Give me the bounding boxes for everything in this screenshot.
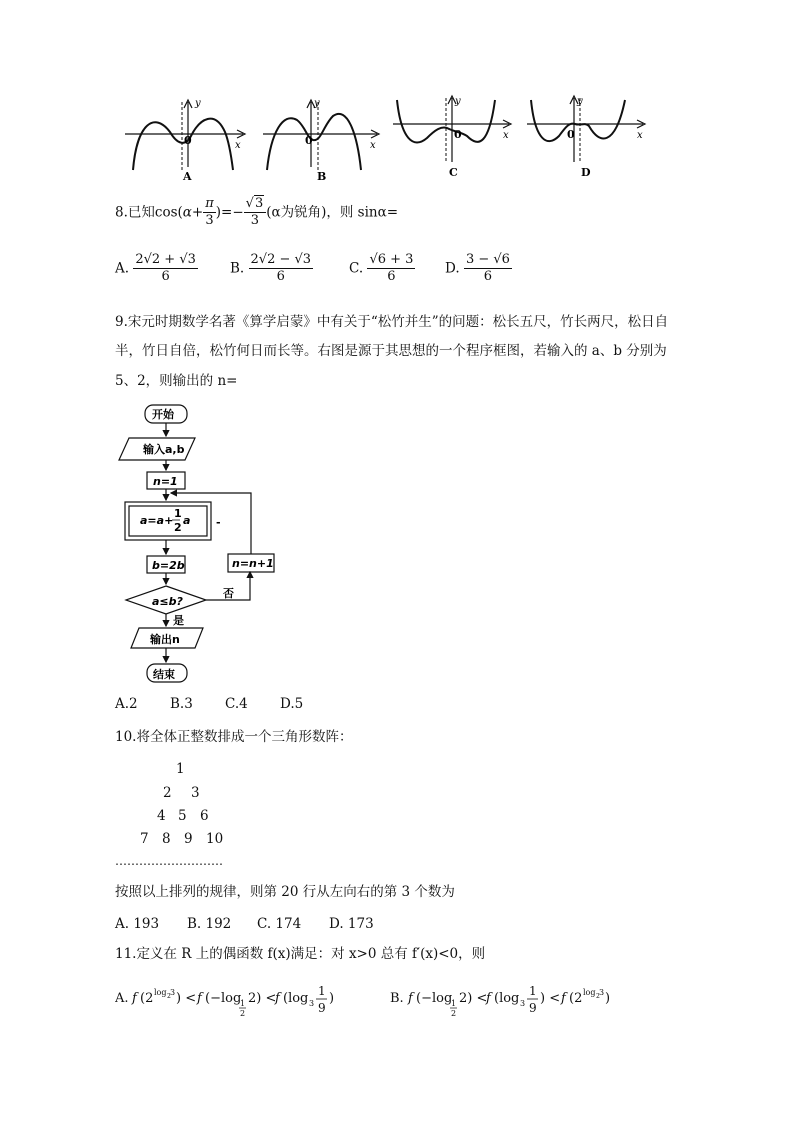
graph-a-y: y xyxy=(195,98,201,109)
svg-text:2: 2 xyxy=(240,1009,246,1018)
svg-text:1: 1 xyxy=(529,985,537,998)
graph-d-label: D xyxy=(581,166,591,179)
svg-text:2: 2 xyxy=(167,993,171,1000)
graph-c-x: x xyxy=(503,130,509,141)
tri-cell: 2 xyxy=(163,785,172,801)
tri-cell: 7 xyxy=(140,831,149,847)
q9-line2: 半，竹日自倍，松竹何日而长等。右图是源于其思想的一个程序框图，若输入的 a、b 分别为 xyxy=(115,343,667,359)
tri-cell: 8 xyxy=(162,831,171,847)
flow-half-den: 2 xyxy=(174,521,182,534)
svg-text:2) <: 2) < xyxy=(248,991,277,1006)
graph-c-label: C xyxy=(449,166,458,179)
flow-stray-mark: - xyxy=(216,516,221,529)
flow-step-a-tail: a xyxy=(183,514,191,527)
q8-option-b[interactable]: B. $\frac{2√2 - √3}{6}$ xyxy=(230,252,312,284)
q11-option-b[interactable] xyxy=(390,985,650,1025)
graph-c-origin: 0 xyxy=(454,128,462,141)
svg-text:(log: (log xyxy=(283,991,309,1006)
flow-cond: a≤b? xyxy=(152,595,183,608)
svg-text:f: f xyxy=(197,991,202,1006)
tri-cell: 4 xyxy=(157,808,166,824)
tri-cell: 3 xyxy=(191,785,200,801)
flow-half-num: 1 xyxy=(174,507,182,520)
flow-start: 开始 xyxy=(152,408,174,421)
graph-c xyxy=(393,96,511,162)
q8-option-a[interactable]: A. $\frac{2√2 + √3}{6}$ xyxy=(115,252,196,284)
graph-b-origin: 0 xyxy=(305,134,313,147)
svg-text:(2: (2 xyxy=(140,991,154,1006)
svg-text:f: f xyxy=(408,991,413,1006)
svg-text:f: f xyxy=(561,991,566,1006)
svg-text:3: 3 xyxy=(170,988,176,997)
svg-text:(2: (2 xyxy=(569,991,583,1006)
q8-eq: )=− xyxy=(215,204,244,221)
q8-stem xyxy=(115,196,398,236)
q8-sqrt3-over-3: $\frac{√3}{3}$ xyxy=(244,196,267,229)
q10-option-a[interactable]: A. 193 xyxy=(115,916,160,932)
graph-d xyxy=(527,96,645,162)
svg-text:f: f xyxy=(275,991,280,1006)
svg-text:3: 3 xyxy=(520,999,526,1008)
q11-option-a[interactable] xyxy=(115,985,365,1025)
q9-option-d[interactable]: D.5 xyxy=(280,696,304,712)
svg-text:2) <: 2) < xyxy=(459,991,488,1006)
flowchart xyxy=(115,400,295,690)
q8-pi-over-3: $\frac{\pi}{3}$ xyxy=(205,196,214,228)
graph-a-origin: 0 xyxy=(184,134,192,147)
svg-text:log: log xyxy=(583,988,596,997)
graph-b-y: y xyxy=(314,98,320,109)
q11-option-b-formula xyxy=(390,985,650,1025)
tri-cell: 6 xyxy=(200,808,209,824)
svg-text:): ) xyxy=(329,991,335,1006)
q10-option-c[interactable]: C. 174 xyxy=(257,916,302,932)
flow-no: 否 xyxy=(223,587,234,600)
graph-a-label: A xyxy=(183,170,192,183)
flow-step-b: b=2b xyxy=(152,559,185,572)
svg-text:(−log: (−log xyxy=(416,991,453,1006)
q9-option-c[interactable]: C.4 xyxy=(225,696,248,712)
svg-text:2: 2 xyxy=(596,993,600,1000)
svg-text:1: 1 xyxy=(451,999,457,1008)
graph-b-label: B xyxy=(317,170,327,183)
flow-incr: n=n+1 xyxy=(232,557,274,570)
graph-b-x: x xyxy=(370,140,376,151)
q10-dots: ……………………… xyxy=(115,854,223,868)
flow-input: 输入a,b xyxy=(143,443,185,456)
q9-line1: 9.宋元时期数学名著《算学启蒙》中有关于“松竹并生”的问题：松长五尺，竹长两尺，松日自 xyxy=(115,314,669,330)
svg-text:f: f xyxy=(132,991,137,1006)
q8-note: (α为锐角)，则 sinα= xyxy=(266,204,399,221)
q9-option-a[interactable]: A.2 xyxy=(115,696,138,712)
svg-text:9: 9 xyxy=(529,1001,537,1015)
svg-text:) <: ) < xyxy=(176,991,197,1006)
svg-text:1: 1 xyxy=(240,999,246,1008)
flow-init: n=1 xyxy=(153,475,178,488)
svg-text:(−log: (−log xyxy=(205,991,242,1006)
svg-text:log: log xyxy=(154,988,167,997)
flow-output: 输出n xyxy=(150,633,180,646)
svg-text:f: f xyxy=(486,991,491,1006)
svg-text:): ) xyxy=(605,991,611,1006)
q11-stem: 11.定义在 R 上的偶函数 f(x)满足：对 x>0 总有 f′(x)<0，则 xyxy=(115,946,486,962)
tri-cell: 9 xyxy=(184,831,193,847)
graph-a-x: x xyxy=(235,140,241,151)
graph-b xyxy=(263,100,379,170)
svg-text:B.: B. xyxy=(390,991,404,1006)
svg-text:3: 3 xyxy=(599,988,605,997)
graph-d-x: x xyxy=(637,130,643,141)
graph-options xyxy=(115,92,655,184)
svg-text:3: 3 xyxy=(309,999,315,1008)
svg-text:2: 2 xyxy=(451,1009,457,1018)
tri-cell: 5 xyxy=(178,808,187,824)
svg-text:) <: ) < xyxy=(540,991,561,1006)
q9-line3: 5、2，则输出的 n= xyxy=(115,373,238,389)
q9-option-b[interactable]: B.3 xyxy=(170,696,193,712)
graph-d-y: y xyxy=(577,96,583,107)
svg-text:A.: A. xyxy=(115,991,129,1006)
q8-prefix: 8.已知cos( xyxy=(115,204,183,221)
svg-text:9: 9 xyxy=(318,1001,326,1015)
q10-option-d[interactable]: D. 173 xyxy=(329,916,374,932)
q8-option-d[interactable]: D. $\frac{3 - √6}{6}$ xyxy=(445,252,510,284)
q8-alpha: α+ xyxy=(182,204,204,221)
flow-yes: 是 xyxy=(173,614,184,627)
svg-text:(log: (log xyxy=(494,991,520,1006)
q8-options xyxy=(115,252,675,292)
flow-end: 结束 xyxy=(153,668,175,681)
graph-c-y: y xyxy=(455,96,461,107)
q10-stem: 10.将全体正整数排成一个三角形数阵： xyxy=(115,729,353,745)
flow-step-a: a=a+ xyxy=(140,514,174,527)
svg-text:1: 1 xyxy=(318,985,326,998)
tri-cell: 10 xyxy=(206,831,224,847)
q10-option-b[interactable]: B. 192 xyxy=(187,916,232,932)
q10-triangle xyxy=(115,760,315,860)
q11-option-a-formula xyxy=(115,985,365,1025)
graph-d-origin: 0 xyxy=(567,128,575,141)
tri-cell: 1 xyxy=(176,761,185,777)
q10-question: 按照以上排列的规律，则第 20 行从左向右的第 3 个数为 xyxy=(115,884,455,900)
q8-option-c[interactable]: C. $\frac{√6 + 3}{6}$ xyxy=(349,252,414,284)
